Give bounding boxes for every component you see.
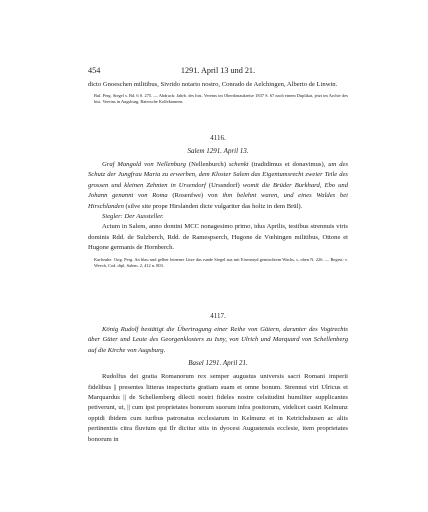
regest-part: (tradidimus et donavimus), [248, 161, 329, 168]
document-4116 [88, 134, 348, 269]
doc-4117-number: 4117. [210, 312, 226, 320]
running-head: 1291. April 13 und 21. [180, 66, 256, 75]
doc-4116-sealer [88, 212, 348, 222]
regest-part: Graf Mangold von Nellenburg [102, 161, 186, 168]
doc-4116-number: 4116. [210, 134, 226, 142]
doc-4117-text: Rudolfus dei gratia Romanorum rex semper augustus universis sacri Romani imperii fidelibus || presentes litteras inspecturis gratiam suam et omne bonum. Strennui viri Ulricus et Marquardus || de Schellemberg dilecti nostri fideles nostre celsitudini humiliter supplicantes petiverunt, ut, || cum ipsi proprietates bonorum suorum infra positorum, videlicet castri Kelmunz oppidi ibidem cum iuribus patronatus ecclesiarum in Kelmunz et in Ketrichshusen ac aliis pertinentiis citra fluvium qui Ilr dicitur sitis in dyocesi Augustensis ecclesie, item proprietates bonorum in [88, 373, 348, 443]
carryover-note: Bul. Perg. Siegel s. Bd. 6 S. 275. — Abdruck: Jahrb. des hist. Vereins im Oberdonaukreise 1837 S. 67 nach einem Duplikat, jetzt im Archiv des hist. Vereins in Augsburg, Baiersche Kollektaneen. [94, 93, 348, 105]
doc-4117-place-date: Basel 1291. April 21. [188, 359, 248, 368]
regest-part: um des Schutz der Jungfrau Maria zu erwerben, dem Kloster Salem das Eigentumsrecht zweier Teile des grossen und kleinen Zehnten in Ursendorf [88, 161, 349, 189]
doc-4116-note: Karlsruhe. Orig. Perg. An blau und gelber leinener Litze das runde Siegel aus mit Eisenrayd gemischtem Wachs, s. oben N. 226. — Regest: v. Weech, Cod. dipl. Salem. 2, 412 n. 803. [94, 256, 348, 268]
regest-part: (Urssndorf) [205, 181, 243, 189]
regest-part: womit die Brüder Burkhard, Ebo und Johann genannt von Roma [88, 181, 349, 200]
regest-part: (Rosenfwe) von [167, 192, 223, 200]
sealer-label: Siegler: [102, 213, 123, 221]
regest-part: schenkt [228, 161, 249, 168]
page-number: 454 [88, 66, 101, 75]
doc-4117-regest: König Rudolf bestätigt die Übertragung einer Reihe von Gütern, darunter des Vogtrechts über Güter und Leute des Georgenklosters zu Isny, von Ulrich und Marquard von Schellenberg auf die Kirche von Augsburg. [88, 326, 348, 354]
sealer-value: Der Aussteller. [122, 213, 164, 221]
carryover-text: dicto Gnoeschen militibus, Sivrido notario nostro, Conrado de Aelchingen, Alberto de Linwin. [88, 81, 338, 88]
doc-4116-place-date: Salem 1291. April 13. [187, 147, 249, 155]
document-4117 [88, 312, 348, 445]
doc-4116-text: Actum in Salem, anno domini MCC nonagesimo primo, idus Aprilis, testibus strennuis viris dominis Rdd. de Sulzberch, Rdd. de Ramespserch, Hugone de Vœhingen militibus, Ottone et Hugone germanis de Hornberch. [88, 223, 348, 252]
regest-part: ihm belehnt waren, und eines Waldes bei Hirschlanden [88, 192, 348, 210]
doc-4116-regest [88, 160, 348, 212]
page-header [88, 66, 348, 75]
regest-part: (Nellenburch) [185, 161, 229, 168]
carryover-section [88, 80, 348, 105]
regest-part: (silve site prope Hirslanden dicte vulgariter das holtz in dem Brül). [123, 202, 303, 210]
